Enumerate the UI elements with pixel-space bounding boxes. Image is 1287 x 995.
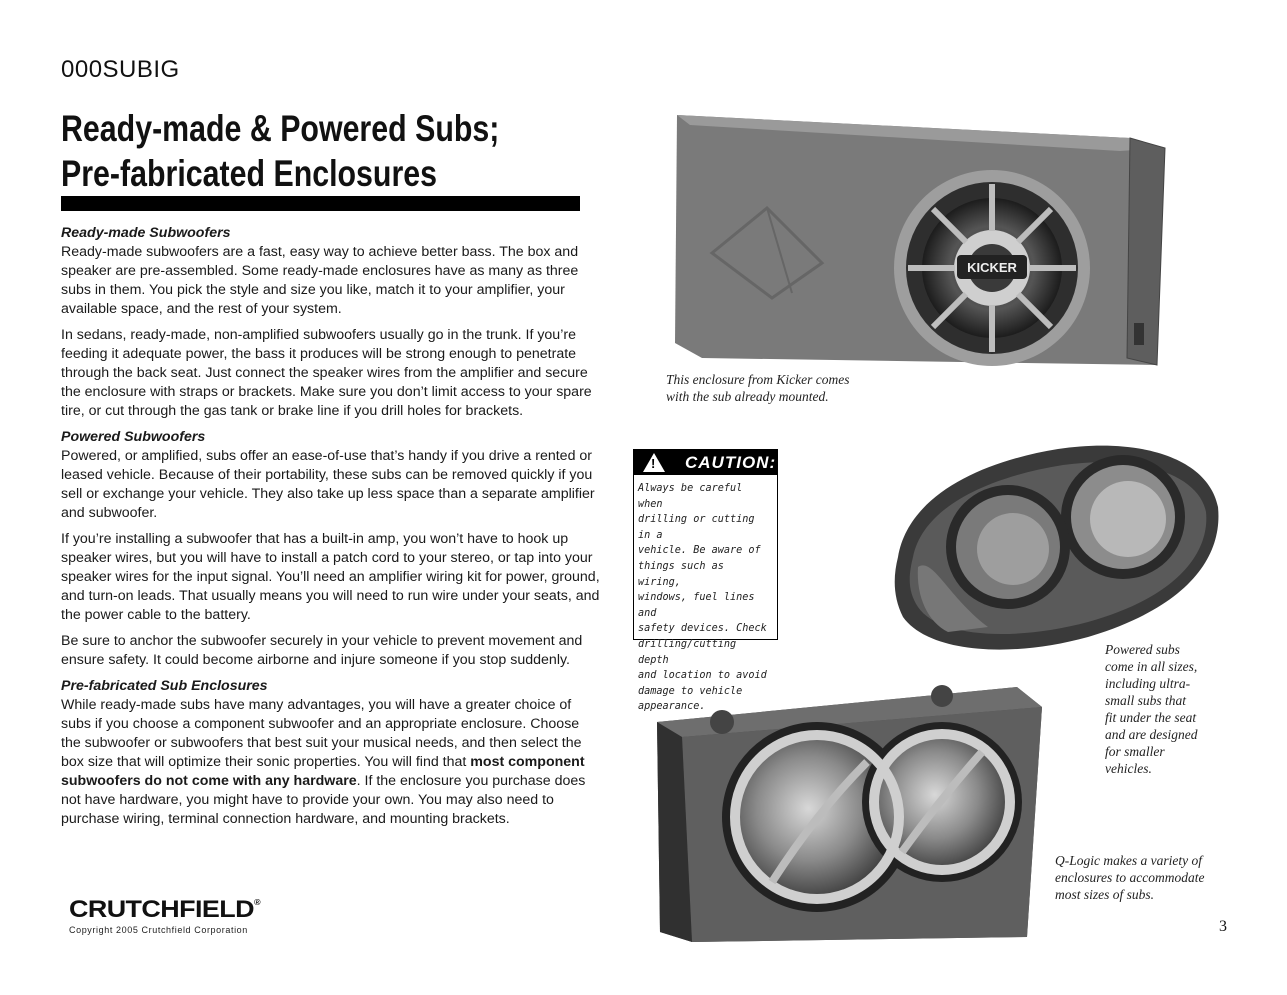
paragraph: If you’re installing a subwoofer that has a built-in amp, you won’t have to hook up speaker wires, but you will have to install a patch cord to your stereo, or tap into your speaker wires for the input signal. You’ll need an amplifier wiring kit for power, ground, and turn-on leads. That usually means you will need to run wire under your seats, and the power cable to the battery. <box>61 531 600 623</box>
caution-line: drilling or cutting in a <box>638 514 755 541</box>
caution-line: appearance. <box>638 701 706 713</box>
qlogic-caption <box>1055 852 1204 903</box>
section-heading-prefab: Pre-fabricated Sub Enclosures <box>61 678 268 694</box>
caption-line: fit under the seat <box>1105 710 1197 725</box>
caption-line: including ultra- <box>1105 676 1191 691</box>
caption-line: and are designed <box>1105 727 1198 742</box>
powered-caption <box>1105 641 1197 777</box>
title-rule <box>61 196 580 211</box>
warning-triangle-icon: ! <box>643 453 665 472</box>
article-body <box>61 224 601 836</box>
paragraph-with-emphasis <box>61 696 601 829</box>
section-heading-powered: Powered Subwoofers <box>61 429 206 445</box>
paragraph: Ready-made subwoofers are a fast, easy way to achieve better bass. The box and speaker are pre-assembled. Some ready-made enclosures have as many as three subs in them. You pick the style and size you like, match it to your amplifier, your available space, and the rest of your system. <box>61 244 579 317</box>
hardware-warning-emphasis: most component subwoofers do not come with any hardware <box>61 754 585 789</box>
paragraph-text: While ready-made subs have many advantages, you will have a greater choice of subs if you choose a component subwoofer and an appropriate enclosure. Choose the subwoofer or subwoofers that best suit your musical needs, and then select the box size that will optimize their sonic properties. You will find that <box>61 697 582 770</box>
caution-line: things such as wiring, <box>638 560 724 588</box>
caption-line: most sizes of subs. <box>1055 887 1155 902</box>
caption-line: small subs that <box>1105 693 1187 708</box>
page-title <box>61 106 499 196</box>
caption-line: Q-Logic makes a variety of <box>1055 853 1202 868</box>
logo-text: CRUTCHFIELD <box>69 896 254 923</box>
caption-line: with the sub already mounted. <box>666 389 829 404</box>
caption-line: for smaller <box>1105 744 1165 759</box>
paragraph: Be sure to anchor the subwoofer securely in your vehicle to prevent movement and ensure safety. It could become airborne and injure someone if you stop suddenly. <box>61 633 583 668</box>
caution-line: and location to avoid <box>638 670 767 682</box>
kicker-enclosure-photo <box>672 103 1172 371</box>
section-heading-ready-made: Ready-made Subwoofers <box>61 225 231 241</box>
caution-header <box>634 450 777 475</box>
caption-line: Powered subs <box>1105 642 1180 657</box>
page-title-line-2: Pre-fabricated Enclosures <box>61 153 438 194</box>
caption-line: This enclosure from Kicker comes <box>666 372 850 387</box>
page-number: 3 <box>1219 918 1227 935</box>
document-code: 000SUBIG <box>61 56 180 83</box>
powered-sub-photo <box>888 437 1223 659</box>
paragraph: In sedans, ready-made, non-amplified subwoofers usually go in the trunk. If you’re feeding it adequate power, the bass it produces will be strong enough to penetrate through the back seat. Just connect the speaker wires from the amplifier and secure the enclosure with straps or brackets. Make sure you don’t limit access to your spare tire, or cut through the gas tank or brake line if you drill holes for brackets. <box>61 327 592 419</box>
caution-line: safety devices. Check <box>638 623 767 635</box>
caution-label: CAUTION: <box>685 452 777 472</box>
paragraph: Powered, or amplified, subs offer an ease-of-use that’s handy if you drive a rented or leased vehicle. Because of their portability, these subs can be removed quickly if you sell or exchange your vehicle. They also take up less space than a separate amplifier and subwoofer. <box>61 448 595 521</box>
caution-box <box>633 449 778 713</box>
page-title-line-1: Ready-made & Powered Subs; <box>61 108 500 149</box>
kicker-caption <box>666 371 849 405</box>
caution-line: damage to vehicle <box>638 685 743 697</box>
caption-line: vehicles. <box>1105 761 1152 776</box>
caution-line: Always be careful when <box>638 483 743 510</box>
caption-line: enclosures to accommodate <box>1055 870 1205 885</box>
crutchfield-logo <box>69 896 260 924</box>
kicker-logo-text: KICKER <box>967 260 1017 275</box>
registered-mark: ® <box>253 898 261 907</box>
caption-line: come in all sizes, <box>1105 659 1198 674</box>
caution-line: drilling/cutting depth <box>638 638 737 666</box>
qlogic-enclosure-photo <box>652 682 1052 944</box>
caution-line: vehicle. Be aware of <box>638 545 761 557</box>
paragraph-text: . If the enclosure you purchase does not have hardware, you might have to provide your own. You may also need to purchase wiring, terminal connection hardware, and mounting brackets. <box>61 773 586 827</box>
caution-line: windows, fuel lines and <box>638 592 755 619</box>
copyright-notice: Copyright 2005 Crutchfield Corporation <box>69 925 248 935</box>
